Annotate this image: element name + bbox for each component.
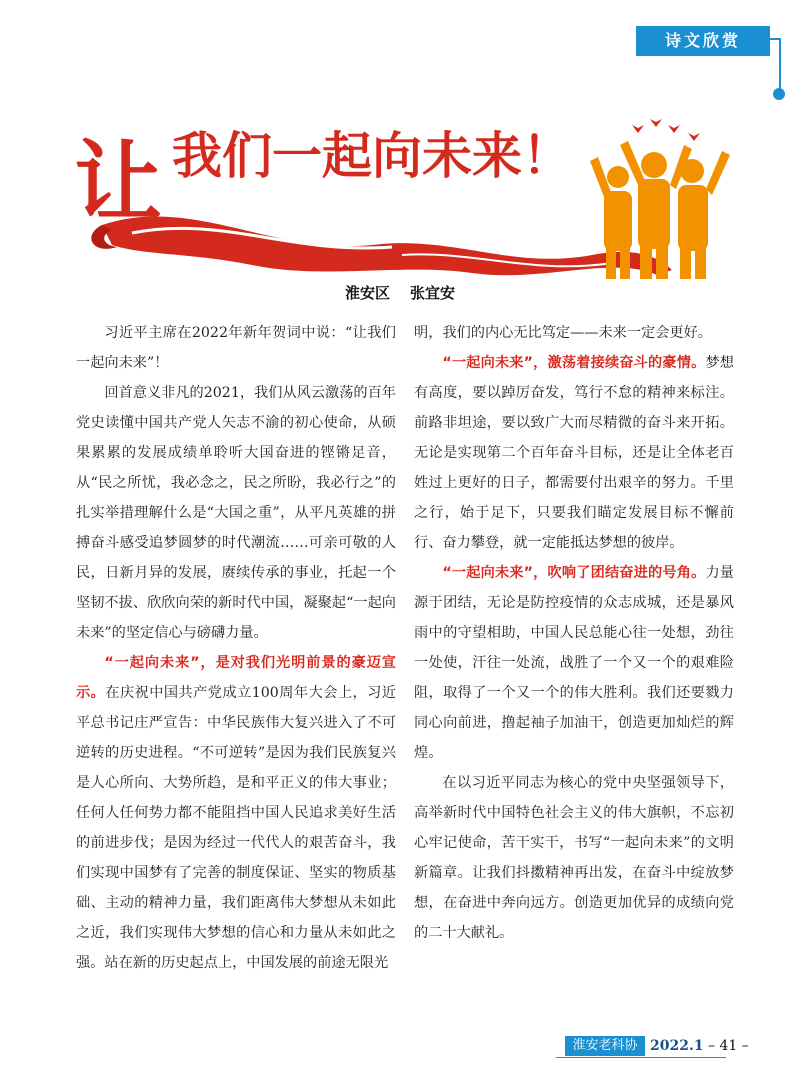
paragraph-heading: “一起向未来”，激荡着接续奋斗的豪情。 (442, 355, 706, 371)
article-column-right (414, 318, 734, 948)
paragraph: 习近平主席在2022年新年贺词中说：“让我们一起向未来”！ (76, 325, 396, 371)
people-silhouette (590, 141, 730, 279)
section-tag: 诗文欣赏 (636, 26, 770, 56)
tag-connector-vertical (779, 38, 781, 90)
paragraph: 在以习近平同志为核心的党中央坚强领导下，高举新时代中国特色社会主义的伟大旗帜，不忘初心牢记使命，苦干实干，书写“一起向未来”的文明新篇章。让我们抖擞精神再出发，在奋斗中绽放梦想，在奋进中奔向远方。创造更加优异的成绩向党的二十大献礼。 (414, 775, 734, 941)
paragraph (414, 558, 734, 768)
author-name: 张宜安 (410, 284, 456, 302)
page-number: – 41 – (708, 1038, 749, 1054)
paragraph: 明，我们的内心无比笃定——未来一定会更好。 (414, 325, 712, 341)
title-first-char: 让 (74, 130, 163, 234)
paragraph-body: 力量源于团结，无论是防控疫情的众志成城，还是暴风雨中的守望相助，中国人民总能心往一处想，劲往一处使，汗往一处流，战胜了一个又一个的艰难险阻，取得了一个又一个的伟大胜利。我们还要戮力同心向前进，撸起袖子加油干，创造更加灿烂的辉煌。 (414, 565, 734, 761)
issue-number: 2022.1 (650, 1038, 704, 1054)
title-text: 我们一起向未来！ (172, 127, 572, 185)
author-location: 淮安区 (344, 284, 390, 302)
paragraph (76, 648, 396, 978)
paragraph-body: 梦想有高度，要以踔厉奋发，笃行不怠的精神来标注。前路非坦途，要以致广大而尽精微的奋斗来开拓。无论是实现第二个百年奋斗目标，还是让全体老百姓过上更好的日子，都需要付出艰辛的努力。千里之行，始于足下，只要我们瞄定发展目标不懈前行、奋力攀登，就一定能抵达梦想的彼岸。 (414, 355, 734, 551)
paragraph: 回首意义非凡的2021，我们从风云激荡的百年党史读懂中国共产党人矢志不渝的初心使命，从硕果累累的发展成绩单聆听大国奋进的铿锵足音，从“民之所忧，我必念之，民之所盼，我必行之”的扎实举措理解什么是“大国之重”，从平凡英雄的拼搏奋斗感受追梦圆梦的时代潮流……可亲可敬的人民，日新月异的发展，赓续传承的事业，托起一个坚韧不拔、欣欣向荣的新时代中国，凝聚起“一起向未来”的坚定信心与磅礴力量。 (76, 385, 396, 641)
paragraph (414, 348, 734, 558)
footer-divider (556, 1057, 726, 1058)
title-banner (72, 105, 732, 280)
article-column-left (76, 318, 396, 978)
magazine-name: 淮安老科协 (565, 1036, 645, 1056)
paragraph-heading: “一起向未来”，吹响了团结奋进的号角。 (442, 565, 706, 581)
paragraph-heading: “一起向未来”，是对我们光明前景的豪迈宣示。 (76, 655, 396, 701)
paragraph-body: 在庆祝中国共产党成立100周年大会上，习近平总书记庄严宣告：中华民族伟大复兴进入了不可逆转的历史进程。“不可逆转”是因为我们民族复兴是人心所向、大势所趋，是和平正义的伟大事业；任何人任何势力都不能阻挡中国人民追求美好生活的前进步伐；是因为经过一代代人的艰苦奋斗，我们实现中国梦有了完善的制度保证、坚实的物质基础、主动的精神力量，我们距离伟大梦想从未如此之近，我们实现伟大梦想的信心和力量从未如此之强。站在新的历史起点上，中国发展的前途无限光 (76, 685, 396, 971)
tag-dot (773, 88, 785, 100)
flying-birds (632, 119, 700, 141)
byline (0, 282, 800, 303)
